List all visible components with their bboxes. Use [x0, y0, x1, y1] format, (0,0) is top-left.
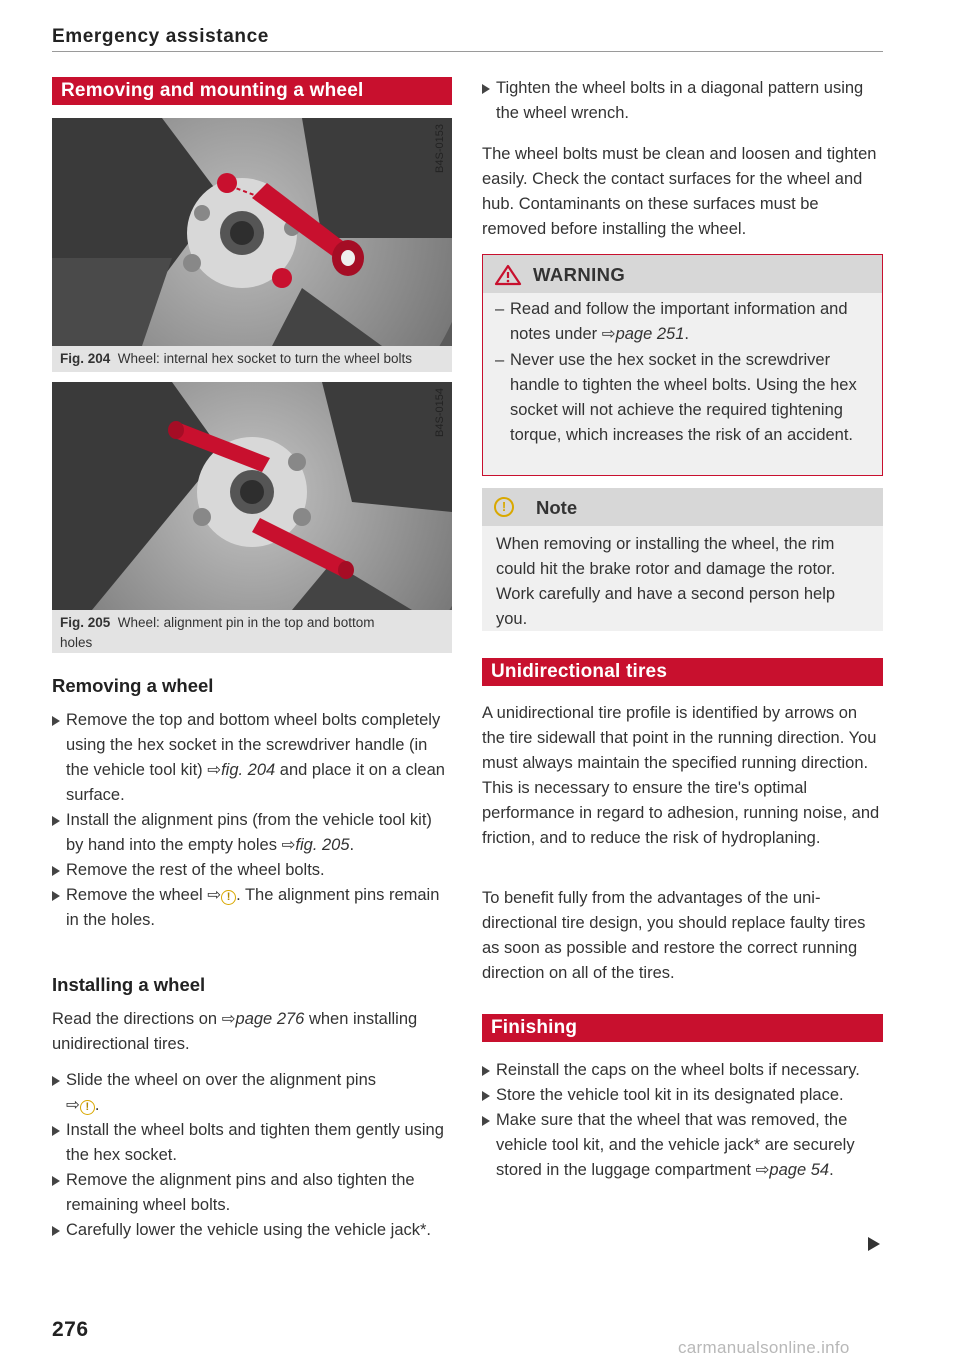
warning-header — [483, 255, 882, 293]
list-item: Store the vehicle tool kit in its designated place. — [482, 1083, 883, 1108]
figure-204-image — [52, 118, 452, 346]
warning-triangle-icon — [494, 264, 522, 286]
ref-page-54[interactable]: page 54 — [769, 1161, 830, 1179]
list-item: – Read and follow the important information and notes under ⇨page 251. — [495, 300, 848, 343]
notice-icon: ! — [494, 497, 514, 517]
figure-204-code: B4S-0153 — [434, 124, 446, 173]
list-item: – Never use the hex socket in the screwdriver handle to tighten the wheel bolts. Using the hex socket will not achieve the required tightening torque, which increases the risk of an accident. — [495, 351, 857, 444]
figure-204 — [52, 118, 452, 372]
removing-steps — [52, 708, 452, 933]
figure-205 — [52, 382, 452, 653]
installing-heading: Installing a wheel — [52, 974, 206, 995]
list-item: Make sure that the wheel that was removed, the vehicle tool kit, and the vehicle jack* are securely stored in the luggage compartment ⇨page 54. — [482, 1108, 883, 1183]
page-number: 276 — [52, 1318, 89, 1341]
note-header — [482, 488, 883, 526]
warning-list — [495, 297, 871, 448]
unidirectional-paragraph-1: A unidirectional tire profile is identified by arrows on the tire sidewall that point in the running direction. You must always maintain the specified running direction. This is necessary to ensure the tire's optimal performance in regard to adhesion, running noise, and friction, and to reduce the risk of hydroplaning. — [482, 704, 880, 847]
warning-box — [482, 254, 883, 476]
figure-205-caption-line1: Wheel: alignment pin in the top and bottom — [117, 615, 375, 630]
list-item: Reinstall the caps on the wheel bolts if necessary. — [482, 1058, 883, 1083]
wheel-hex-socket-illustration — [52, 118, 452, 346]
installing-steps — [52, 1068, 452, 1243]
list-item: Remove the alignment pins and also tighten the remaining wheel bolts. — [52, 1168, 452, 1218]
list-item: Tighten the wheel bolts in a diagonal pattern using the wheel wrench. — [482, 76, 882, 126]
warning-title: WARNING — [533, 264, 626, 285]
clean-bolts-paragraph: The wheel bolts must be clean and loosen and tighten easily. Check the contact surfaces for the wheel and hub. Contaminants on these surfaces must be removed before installing the wheel. — [482, 145, 877, 238]
installing-intro: Read the directions on ⇨page 276 when installing unidirectional tires. — [52, 1010, 418, 1053]
section-title-unidirectional: Unidirectional tires — [482, 658, 883, 686]
wheel-alignment-pins-illustration — [52, 382, 452, 610]
page-header: Emergency assistance — [52, 26, 269, 47]
list-item: Remove the rest of the wheel bolts. — [52, 858, 452, 883]
list-item: Install the wheel bolts and tighten them gently using the hex socket. — [52, 1118, 452, 1168]
removing-heading: Removing a wheel — [52, 675, 214, 696]
list-item: Slide the wheel on over the alignment pins ⇨ ! . — [52, 1068, 452, 1118]
figure-205-caption-line2: holes — [60, 635, 93, 650]
ref-page-251[interactable]: page 251 — [615, 325, 685, 343]
finishing-steps — [482, 1058, 883, 1183]
section-title-removing-mounting: Removing and mounting a wheel — [52, 77, 452, 105]
watermark: carmanualsonline.info — [678, 1338, 850, 1357]
tighten-steps — [482, 76, 882, 126]
notice-ref-icon[interactable]: ! — [80, 1100, 95, 1115]
figure-205-image — [52, 382, 452, 610]
figure-204-caption-text: Wheel: internal hex socket to turn the wheel bolts — [117, 351, 412, 366]
notice-ref-icon[interactable]: ! — [221, 890, 236, 905]
list-item: Carefully lower the vehicle using the vehicle jack*. — [52, 1218, 452, 1243]
figure-205-label: Fig. 205 — [60, 615, 111, 630]
list-item: Remove the top and bottom wheel bolts completely using the hex socket in the screwdriver handle (in the vehicle tool kit) ⇨fig. 204 and place it on a clean surface. — [52, 708, 452, 808]
note-title: Note — [536, 497, 578, 518]
ref-fig-205[interactable]: fig. 205 — [295, 836, 350, 854]
note-text: When removing or installing the wheel, the rim could hit the brake rotor and damage the rotor. Work carefully and have a second person help you. — [496, 535, 836, 628]
list-item: Install the alignment pins (from the vehicle tool kit) by hand into the empty holes ⇨fig. 205. — [52, 808, 452, 858]
unidirectional-paragraph-2: To benefit fully from the advantages of the unidirectional tire design, you should replace faulty tires as soon as possible and restore the correct running direction on all of the tires. — [482, 889, 866, 982]
figure-204-caption — [60, 349, 412, 369]
note-box — [482, 488, 883, 631]
header-divider — [52, 51, 883, 52]
figure-205-code: B4S-0154 — [434, 388, 446, 437]
ref-fig-204[interactable]: fig. 204 — [221, 761, 276, 779]
ref-page-276[interactable]: page 276 — [235, 1010, 305, 1028]
figure-205-caption — [60, 613, 374, 653]
section-title-finishing: Finishing — [482, 1014, 883, 1042]
continue-arrow-icon — [868, 1237, 880, 1251]
figure-204-label: Fig. 204 — [60, 351, 111, 366]
list-item: Remove the wheel ⇨ ! . The alignment pins remain in the holes. — [52, 883, 452, 933]
